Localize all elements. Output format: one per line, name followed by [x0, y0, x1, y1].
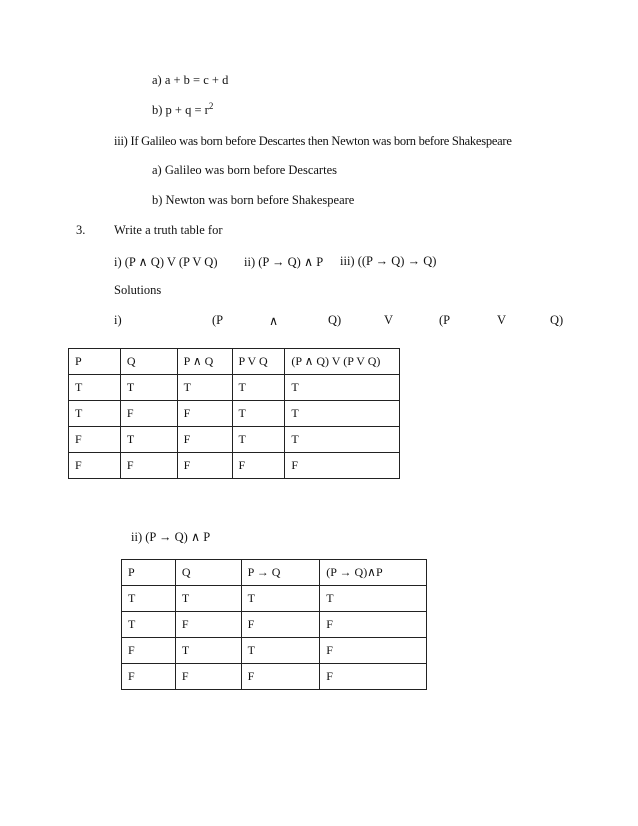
table-row [69, 427, 400, 453]
header-cell: (P ∧ Q) V (P V Q) [285, 349, 400, 375]
solution-token: i) [114, 313, 122, 327]
table-cell: T [69, 401, 121, 427]
question-part-ii: ii) (P → Q) ∧ P [244, 255, 324, 269]
solutions-heading: Solutions [114, 283, 162, 297]
table-row [122, 638, 427, 664]
table-cell: F [120, 453, 177, 479]
table-cell: F [177, 401, 232, 427]
table-row [69, 401, 400, 427]
table-cell: F [177, 427, 232, 453]
table-cell: F [320, 664, 427, 690]
table-cell: T [241, 586, 320, 612]
question-number: 3. [76, 223, 86, 237]
table-cell: T [285, 375, 400, 401]
table-cell: T [241, 638, 320, 664]
header-cell: P → Q [241, 560, 320, 586]
line-b1 [152, 100, 214, 118]
line-a1: a) a + b = c + d [152, 73, 229, 87]
table-cell: F [241, 612, 320, 638]
table-cell: T [285, 401, 400, 427]
header-cell: Q [175, 560, 241, 586]
table-cell: T [285, 427, 400, 453]
table-cell: T [232, 427, 285, 453]
table-cell: F [69, 453, 121, 479]
line-b1-text: b) p + q = r [152, 103, 209, 117]
table-cell: T [177, 375, 232, 401]
solution-token: ∧ [269, 314, 279, 328]
table-cell: F [69, 427, 121, 453]
table-header-row [69, 349, 400, 375]
table-cell: T [120, 427, 177, 453]
header-cell: (P → Q)∧P [320, 560, 427, 586]
table-cell: F [320, 638, 427, 664]
table-cell: T [69, 375, 121, 401]
table-row [69, 453, 400, 479]
solution-token: Q) [550, 313, 564, 327]
header-cell: P [69, 349, 121, 375]
table-header-row [122, 560, 427, 586]
table-cell: F [122, 664, 176, 690]
line-a2: a) Galileo was born before Descartes [152, 163, 337, 177]
solution-token: (P [212, 313, 224, 327]
section-2-title: ii) (P → Q) ∧ P [131, 530, 211, 544]
table-cell: F [175, 664, 241, 690]
table-row [122, 612, 427, 638]
line-b2: b) Newton was born before Shakespeare [152, 193, 355, 207]
table-cell: F [320, 612, 427, 638]
truth-table-2 [121, 559, 427, 690]
solution-token: V [497, 313, 507, 327]
table-row [69, 375, 400, 401]
table-cell: T [175, 638, 241, 664]
table-cell: T [232, 375, 285, 401]
table-cell: F [175, 612, 241, 638]
solution-token: (P [439, 313, 451, 327]
table-cell: F [177, 453, 232, 479]
table-cell: T [122, 586, 176, 612]
superscript: 2 [208, 100, 214, 111]
table-cell: F [285, 453, 400, 479]
table-cell: F [241, 664, 320, 690]
table-cell: F [232, 453, 285, 479]
question-text: Write a truth table for [114, 223, 223, 237]
table-cell: F [122, 638, 176, 664]
solution-token: V [384, 313, 394, 327]
table-cell: T [232, 401, 285, 427]
table-cell: T [175, 586, 241, 612]
table-row [122, 664, 427, 690]
table-cell: T [320, 586, 427, 612]
header-cell: P [122, 560, 176, 586]
header-cell: P V Q [232, 349, 285, 375]
table-cell: F [120, 401, 177, 427]
question-part-iii: iii) ((P → Q) → Q) [340, 254, 437, 268]
table-cell: T [122, 612, 176, 638]
question-part-i: i) (P ∧ Q) V (P V Q) [114, 255, 218, 269]
table-row [122, 586, 427, 612]
line-iii: iii) If Galileo was born before Descartes then Newton was born before Shakespeare [114, 134, 512, 148]
header-cell: Q [120, 349, 177, 375]
solution-token: Q) [328, 313, 342, 327]
header-cell: P ∧ Q [177, 349, 232, 375]
table-cell: T [120, 375, 177, 401]
truth-table-1 [68, 348, 400, 479]
